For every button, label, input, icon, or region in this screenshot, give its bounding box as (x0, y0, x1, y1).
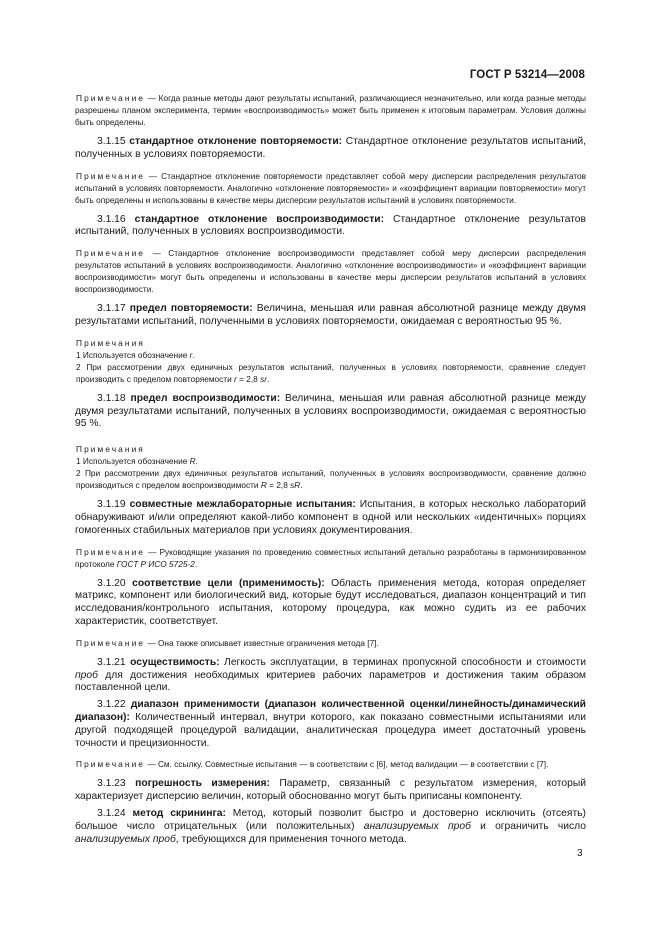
note-paragraph (75, 170, 586, 206)
term-3-1-24 (75, 808, 586, 846)
term-3-1-23 (75, 778, 586, 804)
term-title: осуществимость: (130, 656, 220, 668)
term-title: погрешность измерения: (135, 778, 270, 790)
term-number: 3.1.16 (97, 213, 126, 225)
note-item (75, 455, 586, 467)
term-definition: Метод, который позволит быстро и достоверно исключить (отсеять) большое число отрицательных (или положительных) (75, 807, 586, 832)
note-paragraph (75, 758, 586, 770)
punct: . (194, 558, 198, 569)
note-paragraph (75, 637, 586, 649)
note-paragraph (75, 92, 586, 128)
term-number: 3.1.22 (97, 699, 126, 711)
symbol: R (189, 456, 196, 467)
note-item (75, 467, 586, 491)
term-3-1-16 (75, 214, 586, 240)
term-title: метод скрининга: (132, 807, 226, 819)
punct: . (267, 373, 270, 384)
notes-label: Примечания (76, 444, 145, 455)
term-number: 3.1.21 (97, 656, 126, 668)
symbol: r (234, 373, 237, 384)
term-definition: Величина, меньшая или равная абсолютной разнице между двумя результатами испытаний, полученных в условиях воспроизводимости, ожидаемая с вероятностью 95 %. (75, 392, 586, 430)
note-label: Примечание (76, 170, 146, 181)
term-3-1-20 (75, 578, 586, 629)
term-number: 3.1.20 (97, 577, 126, 589)
term-definition-italic: анализируемых проб (363, 820, 471, 832)
term-definition: , требующихся для применения точного метода. (175, 833, 407, 845)
term-definition: Количественный интервал, внутри которого, как показано совместными испытаниями или другой подходящей процедурой валидации, аналитическая процедура имеет достаточный уровень точности и прецизионности. (75, 711, 586, 749)
term-definition: Область применения метода, которая определяет матрикс, компонент или биологический вид, которые будут исследоваться, диапазон концентраций и тип исследования/контрольного испытания, которому процедура, как можно судить из ее рабочих характеристик, соответствует. (75, 577, 587, 627)
note-item-text: 2 При рассмотрении двух единичных результатов испытаний, полученных в условиях повторяемости, сравнение следует производить с пределом повторяемости (76, 361, 586, 384)
note-text: — Когда разные методы дают результаты испытаний, различающиеся незначительно, или когда разные методы разрешены планом эксперимента, термин «воспроизводимость» может быть применен к итоговым параметрам. Условия должны быть определены. (75, 93, 586, 127)
term-definition: Параметр, связанный с результатом измерения, который характеризует дисперсию величин, который обоснованно могут быть приписаны компоненту. (75, 778, 586, 803)
term-number: 3.1.24 (97, 807, 126, 819)
document-body (75, 92, 586, 850)
note-text: — Она также описывает известные ограничения метода [7]. (145, 637, 379, 648)
notes-label: Примечания (76, 337, 145, 348)
term-number: 3.1.15 (97, 136, 126, 147)
term-definition-italic: проб (75, 669, 98, 681)
notes-heading (75, 443, 586, 455)
term-number: 3.1.17 (97, 303, 126, 315)
notes-heading (75, 337, 586, 349)
note-text: — См. ссылку. Совместные испытания — в соответствии с [6], метод валидации — в соответствии с [7]. (145, 759, 549, 770)
note-label: Примечание (76, 248, 146, 259)
term-definition: Величина, меньшая или равная абсолютной разнице между двумя результатами испытаний, полученными в условиях повторяемости, ожидаемая с вероятностью 95 %. (75, 303, 586, 327)
note-item-text: = 2,8 (266, 480, 291, 491)
note-paragraph (75, 546, 586, 570)
note-text: — Стандартное отклонение воспроизводимости представляет собой меру дисперсии распределения результатов испытаний в условиях воспроизводимости. Аналогично «отклонение воспроизводимости» и «коэффициент вариации воспроизводимости» могут быть определены и использованы в качестве меры дисперсии результатов испытаний в условиях воспроизводимости. (75, 248, 586, 295)
note-label: Примечание (76, 546, 146, 557)
term-title: диапазон применимости (диапазон количественной оценки/линейность/динамический диапазон): (75, 699, 586, 723)
standard-reference: ГОСТ Р ИСО 5725-2 (116, 558, 195, 569)
note-item (75, 349, 586, 361)
term-3-1-21 (75, 657, 586, 695)
note-item-text: 1 Используется обозначение (76, 456, 190, 467)
term-definition: и ограничить число (470, 820, 586, 832)
note-label: Примечание (76, 759, 146, 770)
term-title: предел воспроизводимости: (130, 392, 281, 404)
term-definition-italic: анализируемых проб (75, 833, 176, 845)
term-definition: для достижения необходимых критериев рабочих параметров и достижения таким образом поставленной цели. (75, 669, 586, 694)
symbol: R (260, 480, 267, 491)
document-header: ГОСТ Р 53214—2008 (469, 69, 585, 81)
term-title: стандартное отклонение повторяемости: (129, 136, 343, 147)
note-text: — Руководящие указания по проведению совместных испытаний детально разработаны в гармонизированном протоколе (75, 546, 586, 569)
note-label: Примечание (76, 93, 146, 103)
term-3-1-17 (75, 303, 586, 329)
term-3-1-19 (75, 499, 586, 537)
note-item-text: = 2,8 (236, 373, 261, 384)
term-3-1-15 (75, 136, 586, 162)
symbol: sr (260, 373, 268, 384)
note-label: Примечание (76, 637, 146, 648)
symbol: r (189, 349, 193, 360)
term-definition: Легкость эксплуатации, в терминах пропускной способности и стоимости (219, 656, 586, 668)
term-number: 3.1.18 (97, 392, 126, 404)
punct: . (300, 480, 303, 491)
note-item-text: 2 При рассмотрении двух единичных результатов испытаний, полученных в условиях воспроизводимости, сравнение должно производиться с пределом воспроизводимости (76, 468, 586, 491)
term-number: 3.1.19 (97, 499, 126, 511)
note-item-text: 1 Используется обозначение (76, 349, 190, 360)
term-3-1-22 (75, 699, 586, 750)
note-item (75, 361, 586, 385)
term-3-1-18 (75, 393, 586, 431)
term-definition: Испытания, в которых несколько лабораторий обнаруживают и/или определяют какой-либо компонент в одной или нескольких «идентичных» порциях гомогенных стабильных материалов при условиях документирования. (75, 499, 586, 536)
note-text: — Стандартное отклонение повторяемости представляет собой меру дисперсии распределения результатов испытаний в условиях повторяемости. Аналогично «отклонение повторяемости» и «коэффициент вариации повторяемости» могут быть определены и использованы в качестве меры дисперсии результатов испытаний в условиях повторяемости. (75, 170, 586, 205)
note-paragraph (75, 247, 586, 295)
term-title: стандартное отклонение воспроизводимости: (134, 213, 385, 225)
term-number: 3.1.23 (97, 778, 126, 790)
symbol: sR (290, 480, 301, 491)
term-title: соответствие цели (применимость): (132, 577, 325, 589)
term-definition: Стандартное отклонение результатов испытаний, полученных в условиях воспроизводимости. (75, 213, 587, 238)
punct: . (192, 349, 195, 360)
page-number: 3 (577, 848, 583, 859)
term-title: совместные межлабораторные испытания: (129, 499, 356, 511)
punct: . (195, 456, 198, 467)
term-title: предел повторяемости: (129, 303, 253, 315)
term-definition: Стандартное отклонение результатов испытаний, полученных в условиях повторяемости. (75, 136, 586, 160)
